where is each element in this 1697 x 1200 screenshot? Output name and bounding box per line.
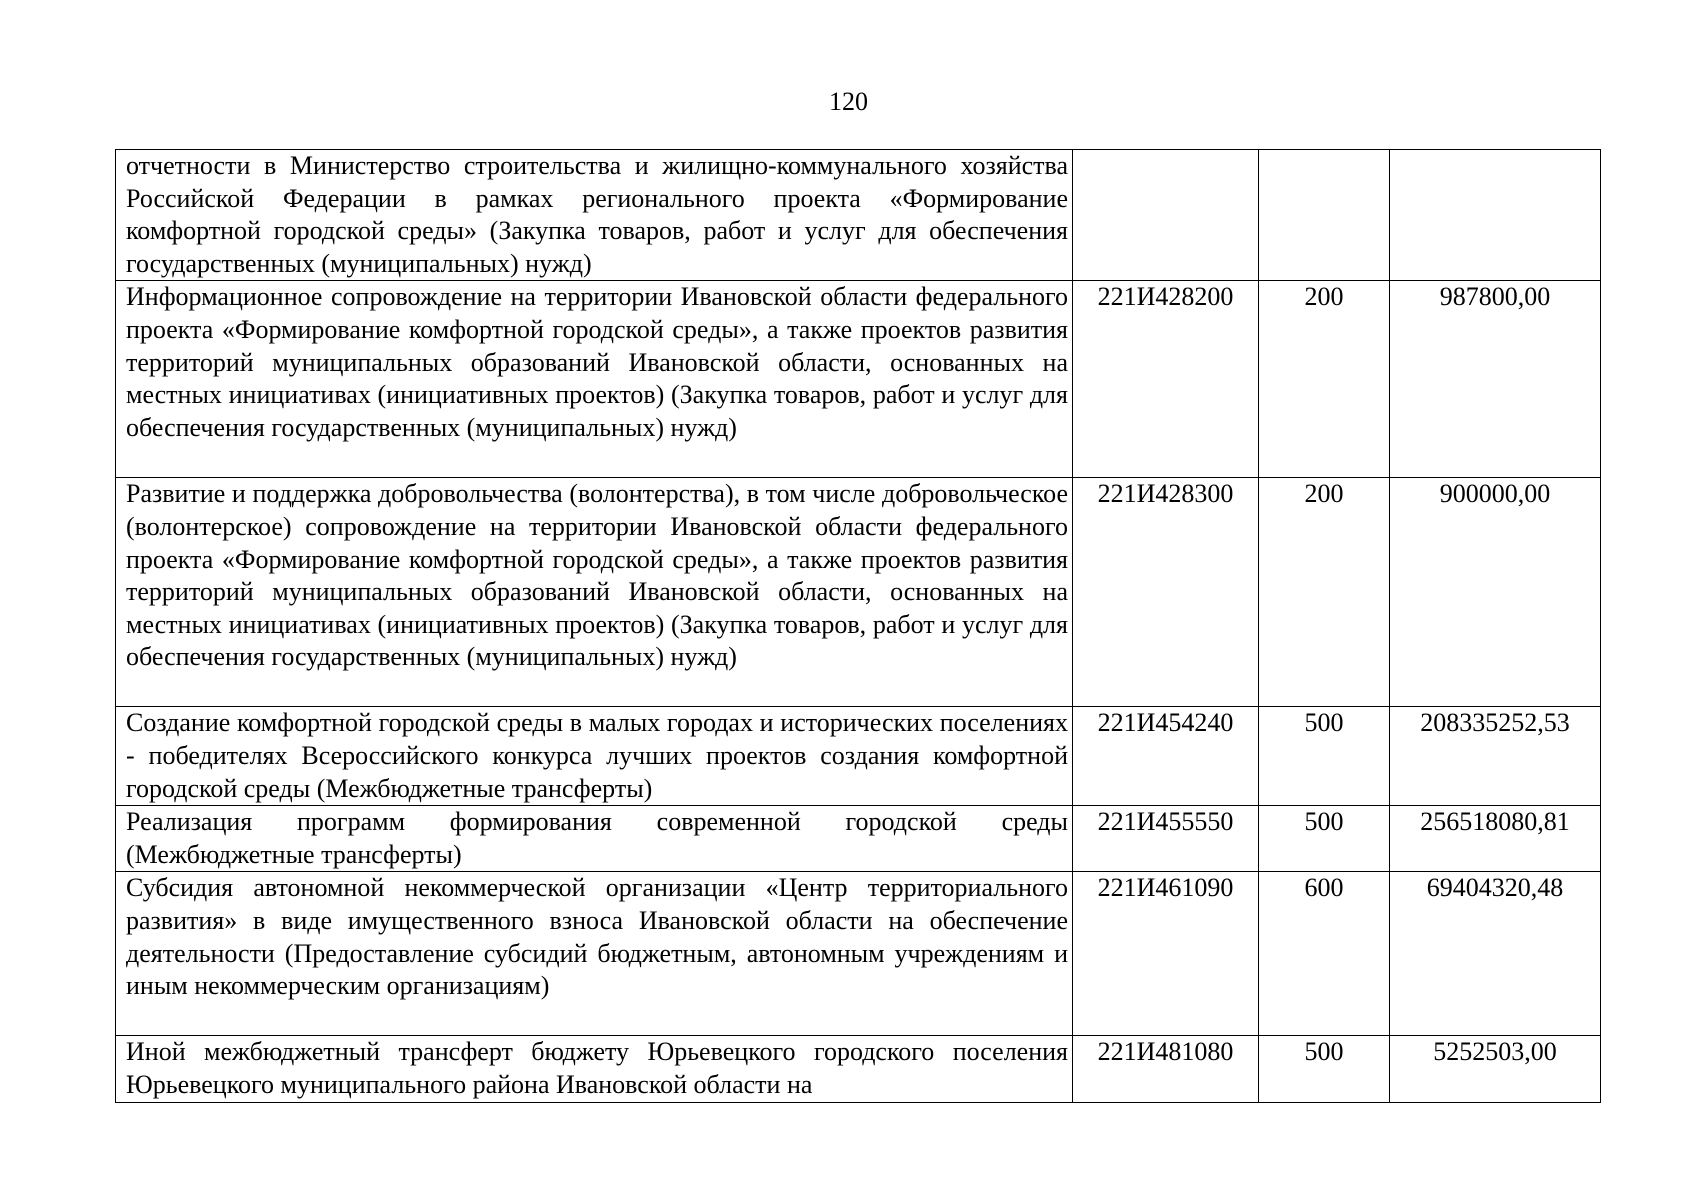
row-description: Развитие и поддержка добровольчества (волонтерства), в том числе добровольческое (волонтерское) сопровождение на территории Ивановской области федерального проекта «Формирование комфортной городской среды», а также проектов развития территорий муниципальных образований Ивановской области, основанных на местных инициативах (инициативных проектов) (Закупка товаров, работ и услуг для обеспечения государственных (муниципальных) нужд) (116, 478, 1073, 707)
row-expense-type: 500 (1259, 707, 1390, 806)
row-amount: 900000,00 (1390, 478, 1601, 707)
row-expense-type: 500 (1259, 806, 1390, 872)
table-row (116, 707, 1601, 806)
row-code: 221И454240 (1073, 707, 1259, 806)
row-description: Создание комфортной городской среды в малых городах и исторических поселениях - победителях Всероссийского конкурса лучших проектов создания комфортной городской среды (Межбюджетные трансферты) (116, 707, 1073, 806)
row-description: Субсидия автономной некоммерческой организации «Центр территориального развития» в виде имущественного взноса Ивановской области на обеспечение деятельности (Предоставление субсидий бюджетным, автономным учреждениям и иным некоммерческим организациям) (116, 872, 1073, 1036)
row-expense-type (1259, 150, 1390, 281)
row-expense-type: 500 (1259, 1036, 1390, 1102)
row-amount: 256518080,81 (1390, 806, 1601, 872)
page-number: 120 (829, 87, 868, 116)
row-code: 221И428300 (1073, 478, 1259, 707)
row-expense-type: 600 (1259, 872, 1390, 1036)
row-description: отчетности в Министерство строительства и жилищно-коммунального хозяйства Российской Федерации в рамках регионального проекта «Формирование комфортной городской среды» (Закупка товаров, работ и услуг для обеспечения государственных (муниципальных) нужд) (116, 150, 1073, 281)
table-row (116, 1036, 1601, 1102)
budget-table (115, 149, 1601, 1103)
row-amount: 987800,00 (1390, 281, 1601, 478)
row-expense-type: 200 (1259, 281, 1390, 478)
row-code: 221И481080 (1073, 1036, 1259, 1102)
table-row (116, 872, 1601, 1036)
table-row (116, 478, 1601, 707)
row-description: Информационное сопровождение на территории Ивановской области федерального проекта «Формирование комфортной городской среды», а также проектов развития территорий муниципальных образований Ивановской области, основанных на местных инициативах (инициативных проектов) (Закупка товаров, работ и услуг для обеспечения государственных (муниципальных) нужд) (116, 281, 1073, 478)
table-row (116, 150, 1601, 281)
row-code: 221И455550 (1073, 806, 1259, 872)
table-row (116, 281, 1601, 478)
row-code: 221И428200 (1073, 281, 1259, 478)
row-amount (1390, 150, 1601, 281)
row-code (1073, 150, 1259, 281)
row-amount: 5252503,00 (1390, 1036, 1601, 1102)
table-row (116, 806, 1601, 872)
row-description: Реализация программ формирования современной городской среды (Межбюджетные трансферты) (116, 806, 1073, 872)
row-code: 221И461090 (1073, 872, 1259, 1036)
row-amount: 69404320,48 (1390, 872, 1601, 1036)
row-amount: 208335252,53 (1390, 707, 1601, 806)
row-description: Иной межбюджетный трансферт бюджету Юрьевецкого городского поселения Юрьевецкого муниципального района Ивановской области на (116, 1036, 1073, 1102)
row-expense-type: 200 (1259, 478, 1390, 707)
